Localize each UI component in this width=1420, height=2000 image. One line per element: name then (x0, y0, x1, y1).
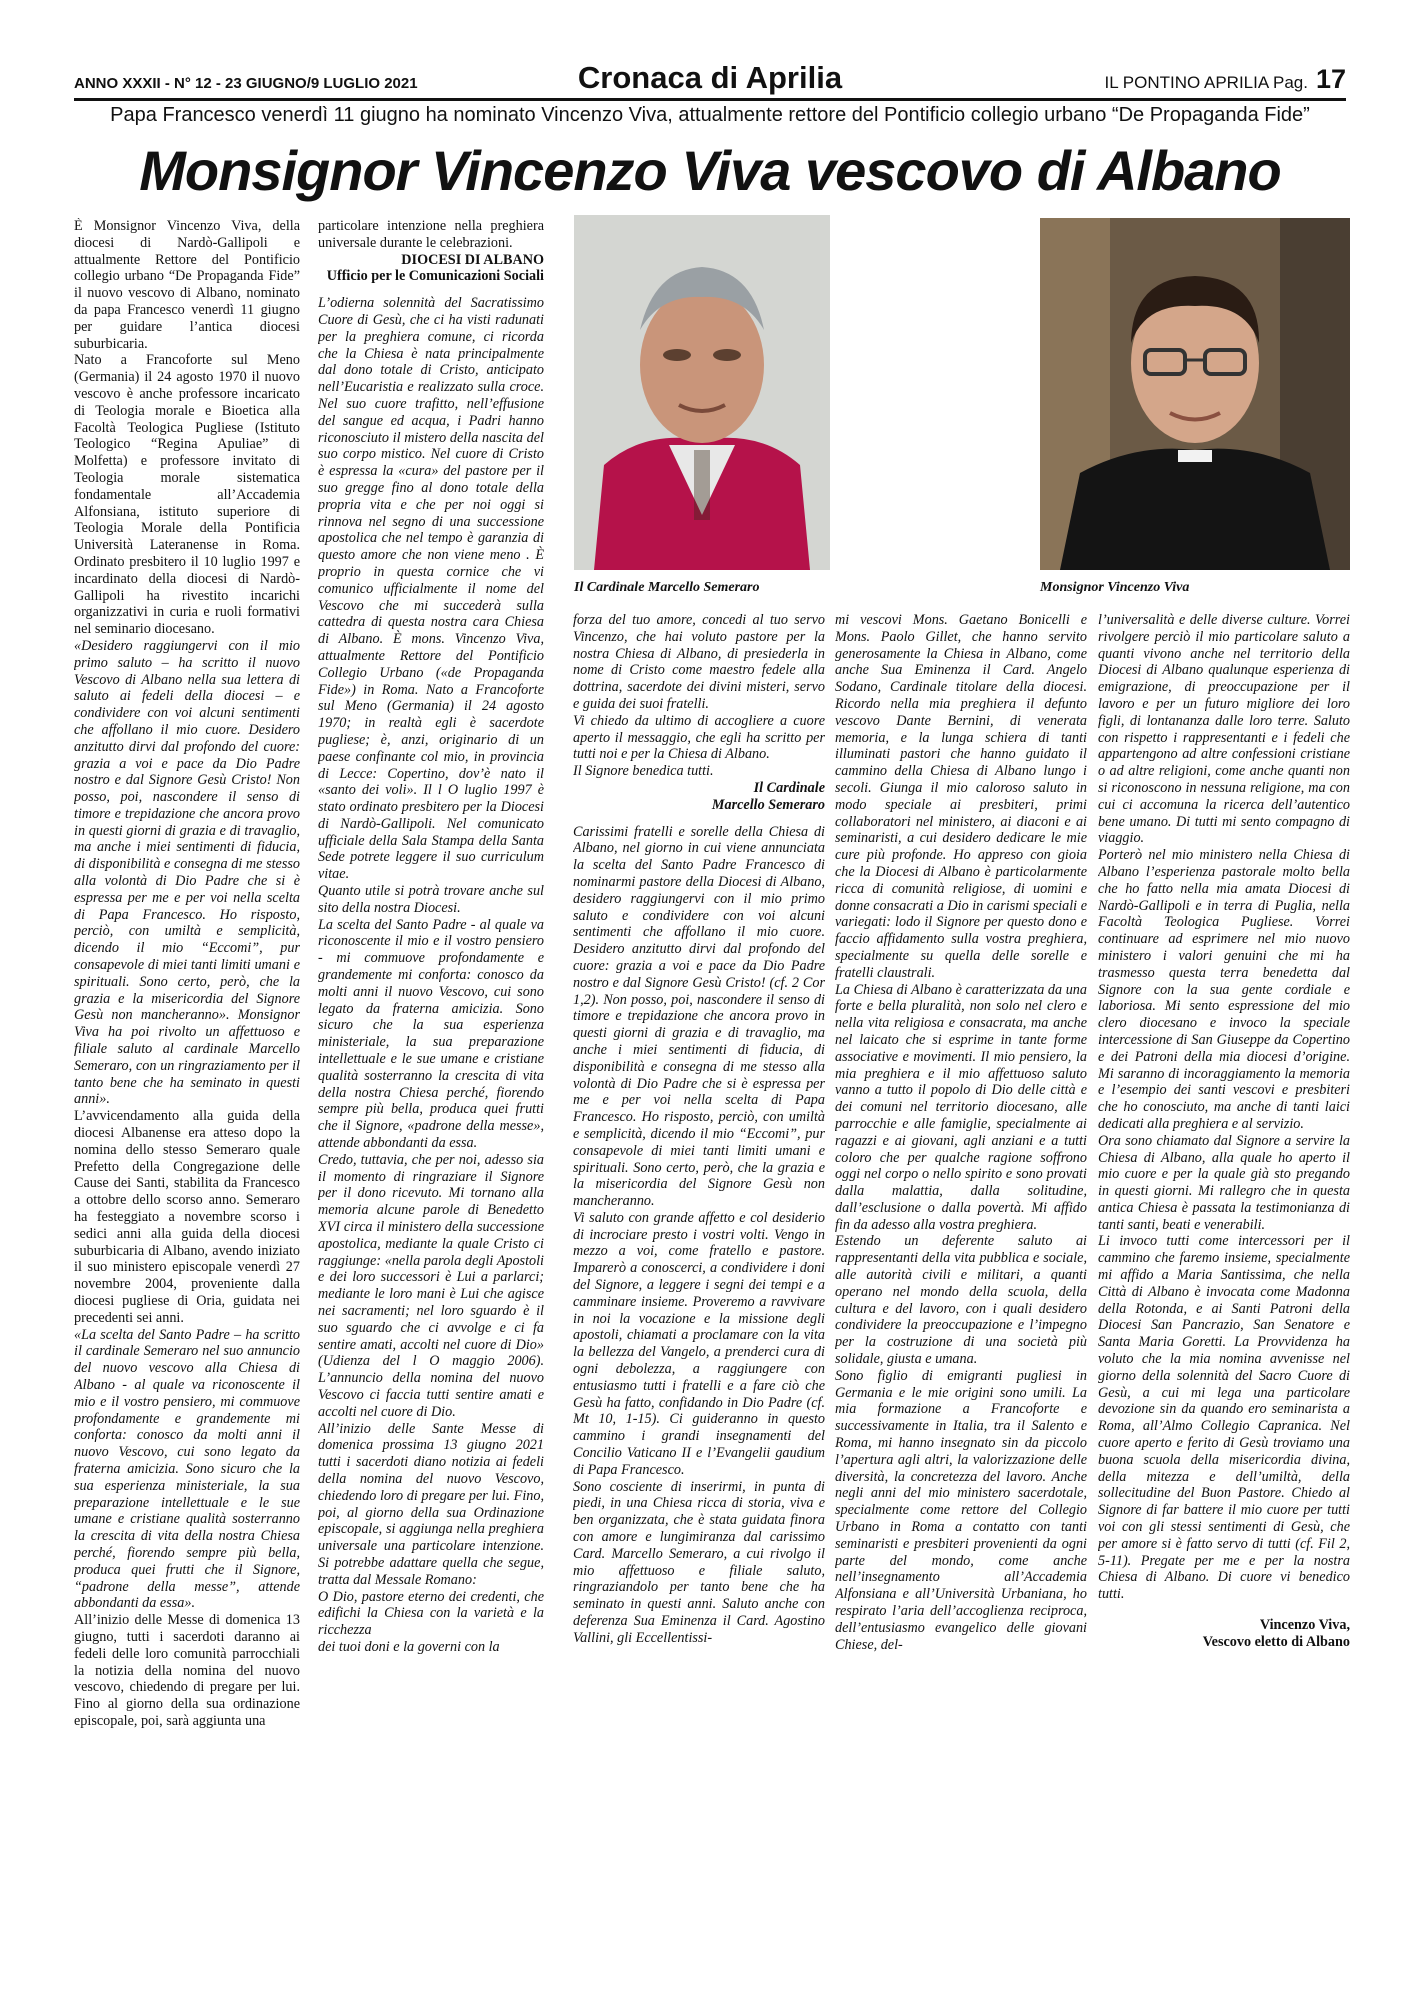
paragraph: Vi saluto con grande affetto e col desiderio di incrociare presto i vostri volti. Vengo in mezzo a voi, come fratello e pastore. Imparerò a conoscerci, a condividere i doni del Signore, a leggere i segni dei tempi e a camminare insieme. Proveremo a ravvivare in noi la vocazione e la missione degli apostoli, chiamati a proclamare con la vita la bellezza del Vangelo, a prenderci cura di ogni debolezza, a raggiungere con entusiasmo tutti i fratelli e a fare ciò che Gesù ha fatto, confidando in Dio Padre (cf. Mt 10, 1-15). Ci guideranno in questo cammino i grandi insegnamenti del Concilio Vaticano II e l’Evangelii gaudium di Papa Francesco. (573, 1209, 825, 1478)
page-number: 17 (1315, 64, 1346, 94)
section-title: Cronaca di Aprilia (577, 60, 843, 95)
paragraph: Estendo un deferente saluto ai rappresentanti della vita pubblica e sociale, alle autorità civili e militari, a quanti operano nel mondo della scuola, della cultura e del lavoro, con i quali desidero condividere la preoccupazione e l’impegno per la costruzione di una società più solidale, giusta e umana. (835, 1233, 1087, 1368)
paragraph: Vi chiedo da ultimo di accogliere a cuore aperto il messaggio, che egli ha scritto per tutti noi e per la Chiesa di Albano. (573, 712, 825, 763)
paragraph: Sono figlio di emigranti pugliesi in Germania e le mie origini sono umili. La mia formazione a Francoforte e successivamente in Italia, tra il Salento e Roma, mi hanno insegnato sin da piccolo l’apertura agli altri, la valorizzazione delle diversità, la concretezza del lavoro. Anche negli anni del mio ministero sacerdotale, specialmente come rettore del Collegio Urbano in Roma a contatto con tanti seminaristi e presbiteri provenienti da ogni parte del mondo, come anche nell’insegnamento all’Accademia Alfonsiana e all’Università Urbaniana, ho respirato l’aria dell’accoglienza reciproca, dell’entusiasmo evangelico delle giovani Chiese, del- (835, 1367, 1087, 1653)
paragraph: Quanto utile si potrà trovare anche sul sito della nostra Diocesi. (318, 883, 544, 916)
bishop-portrait-image (1040, 218, 1350, 570)
signature-bishop-name: Vincenzo Viva, (1259, 1617, 1350, 1634)
photo-caption-right: Monsignor Vincenzo Viva (1040, 580, 1190, 595)
paragraph: «La scelta del Santo Padre – ha scritto il cardinale Semeraro nel suo annuncio del nuovo vescovo alla Chiesa di Albano - al quale va riconoscente il mio e il vostro pensiero, mi commuove profondamente e grandemente mi conforta: conosco da molti anni il nuovo Vescovo, cui sono legato da fraterna amicizia. Sono sicuro che la sua esperienza ministeriale, la sua preparazione intellettuale e le sue umane e cristiane qualità sosterranno la crescita di vita della nostra Chiesa perché, fiorendo sempre più bella, produca quei frutti che il Signore, “padrone della messe”, attende abbondanti da essa». (74, 1326, 300, 1612)
headline: Monsignor Vincenzo Viva vescovo di Albano (139, 139, 1281, 202)
photo-vincenzo-viva (1040, 218, 1350, 570)
paragraph: È Monsignor Vincenzo Viva, della diocesi di Nardò-Gallipoli e attualmente Rettore del Pontificio collegio urbano “De Propaganda Fide” il nuovo vescovo di Albano, nominato da papa Francesco venerdì 11 giugno per guidare l’antica diocesi suburbicaria. (74, 218, 300, 352)
signature-bishop-title: Vescovo eletto di Albano (1202, 1633, 1350, 1650)
column-1 (74, 218, 300, 1916)
paragraph: All’inizio delle Sante Messe di domenica prossima 13 giugno 2021 tutti i sacerdoti diano notizia ai fedeli della nomina del nuovo Vescovo, chiedendo loro di pregare per lui. Fino, poi, al giorno della sua Ordinazione episcopale, si aggiunga nella preghiera universale una particolare intenzione. Si potrebbe adattare quella che segue, tratta dal Messale Romano: (318, 1420, 544, 1588)
paragraph: L’odierna solennità del Sacratissimo Cuore di Gesù, che ci ha visti radunati per la preghiera comune, ci ricorda che la Chiesa è nata principalmente dal dono totale di Cristo, anticipato nell’Eucaristia e realizzato sulla croce. Nel suo cuore trafitto, nell’effusione del sangue ed acqua, i Padri hanno riconosciuto il mistero della nascita del suo corpo mistico. Nel cuore di Cristo è espressa la «cura» del pastore per il suo gregge fino al dono totale della propria vita e che per noi oggi si rinnova nel segno di una successione apostolica che nel tempo è garanzia di questo amore che non viene meno . È proprio in questa cornice che vi comunico ufficialmente il nome del Vescovo che mi succederà sulla cattedra di questa nostra cara Chiesa di Albano. È mons. Vincenzo Viva, attualmente Rettore del Pontificio Collegio Urbano («de Propaganda Fide») in Roma. Nato a Francoforte sul Meno (Germania) il 24 agosto 1970; in realtà egli è sacerdote pugliese; è, anzi, originario di un paese confinante col mio, in provincia di Lecce: Copertino, dov’è nato il «santo dei voli». Il l O luglio 1997 è stato ordinato presbitero per la Diocesi di Nardò-Gallipoli. Nel comunicato ufficiale della Sala Stampa della Santa Sede potrete leggere il suo curriculum vitae. (318, 295, 544, 883)
paragraph: mi vescovi Mons. Gaetano Bonicelli e Mons. Paolo Gillet, che hanno servito generosamente la Chiesa in Albano, come anche Sua Eminenza il Card. Angelo Sodano, Cardinale titolare della diocesi. Ricordo nella mia preghiera il defunto vescovo Dante Bernini, di venerata memoria, e la lunga schiera di tanti illuminati pastori che hanno guidato il cammino della Chiesa di Albano lungo i secoli. Giunga il mio caloroso saluto in modo speciale ai presbiteri, primi collaboratori nel ministero, ai diaconi e ai seminaristi, a cui desidero dedicare le mie cure più profonde. Ho appreso con gioia che la Diocesi di Albano è particolarmente ricca di comunità religiose, di uomini e donne consacrati a Dio in carismi speciali e variegati: lodo il Signore per questo dono e faccio affidamento sulla vostra preghiera, specialmente su quella delle sorelle e fratelli claustrali. (835, 612, 1087, 981)
photo-caption-left: Il Cardinale Marcello Semeraro (574, 580, 760, 595)
paragraph: l’universalità e delle diverse culture. Vorrei rivolgere perciò il mio particolare saluto a quanti vivono anche nel territorio della Diocesi di Albano qualunque esperienza di emigrazione, di preoccupazione per il lavoro e per un futuro migliore dei loro figli, di lontananza dalle loro terre. Saluto con rispetto i rappresentanti e i fedeli che appartengono ad altre confessioni cristiane o ad altre religioni, come anche quanti non si riconoscono in nessuna religione, ma con cui ci accomuna la ricerca dell’autentico bene umano. Di tutti mi sento compagno di viaggio. (1098, 612, 1350, 847)
paragraph: L’avvicendamento alla guida della diocesi Albanense era atteso dopo la nomina dello stesso Semeraro quale Prefetto della Congregazione delle Cause dei Santi, stabilita da Francesco a ottobre dello scorso anno. Semeraro ha festeggiato a novembre scorso i sedici anni alla guida della diocesi suburbicaria di Albano, avendo iniziato il suo ministero episcopale venerdì 27 novembre 2004, proveniente dalla diocesi pugliese di Oria, guidata nei precedenti sei anni. (74, 1108, 300, 1326)
paragraph: O Dio, pastore eterno dei credenti, che edifichi la Chiesa con la varietà e la ricchezza (318, 1588, 544, 1639)
issue-info: ANNO XXXII - N° 12 - 23 GIUGNO/9 LUGLIO 2021 (74, 75, 418, 92)
column-4 (835, 612, 1087, 1918)
paragraph: Nato a Francoforte sul Meno (Germania) il 24 agosto 1970 il nuovo vescovo è anche professore incaricato di Teologia morale e Bioetica alla Facoltà Teologica Pugliese (Istituto Teologico “Regina Apuliae” di Molfetta) e professore invitato di Teologia morale sistematica fondamentale all’Accademia Alfonsiana, istituto superiore di Teologia Morale della Pontificia Università Lateranense in Roma. Ordinato presbitero il 10 luglio 1997 e incardinato della diocesi di Nardò-Gallipoli ha rivestito incarichi organizzativi in curia e ruoli formativi nel seminario diocesano. (74, 352, 300, 638)
paragraph: Porterò nel mio ministero nella Chiesa di Albano l’esperienza pastorale molto bella che ho fatto nella mia amata Diocesi di Nardò-Gallipoli e in terra di Puglia, nella Facoltà Teologica Pugliese. Vorrei continuare ad esprimere nel mio nuovo ministero i valori genuini che mi ha trasmesso questa terra benedetta dal Signore con la sua gente cordiale e laboriosa. Mi sento espressione del mio clero diocesano e invoco la speciale intercessione di San Giuseppe da Copertino e dei Patroni della mia diocesi d’origine. Mi saranno di incoraggiamento la memoria e l’esempio dei santi vescovi e presbiteri che ho conosciuto, ma anche di tanti laici dedicati alla preghiera e al servizio. (1098, 847, 1350, 1132)
paper-label: IL PONTINO APRILIA Pag. (1104, 73, 1308, 92)
column-3 (573, 612, 825, 1918)
paper-name (1105, 64, 1347, 95)
signature-cardinal-title: Il Cardinale (753, 779, 825, 796)
masthead (74, 58, 1346, 101)
paragraph: Carissimi fratelli e sorelle della Chiesa di Albano, nel giorno in cui viene annunciata la scelta del Santo Padre Francesco di nominarmi pastore della Diocesi di Albano, desidero raggiungervi con il mio primo saluto e condividere con voi alcuni sentimenti che affollano il mio cuore. Desidero anzitutto dirvi dal profondo del cuore: grazia a voi e pace da Dio Padre nostro e dal Signore Gesù Cristo! (cf. 2 Cor 1,2). Non posso, poi, nascondere il senso di timore e trepidazione che ancora provo in questi giorni di grazia e di travaglio, ma anche i miei sentimenti di fiducia, di disponibilità e consegna di me stesso alla volontà di Dio Padre che si è espressa per me e per voi nella scelta di Papa Francesco. Ho risposto, perciò, con umiltà e semplicità, dicendo il mio “Eccomi”, pur consapevole di miei tanti limiti umani e spirituali. Sono certo, però, che la grazia e la misericordia del Signore Gesù non mancheranno. (573, 823, 825, 1210)
signature-office: Ufficio per le Comunicazioni Sociali (326, 268, 544, 285)
photo-cardinal-semeraro (574, 215, 830, 570)
signature-cardinal-name: Marcello Semeraro (711, 796, 825, 813)
paragraph: Li invoco tutti come intercessori per il cammino che faremo insieme, specialmente mi affido a Maria Santissima, che nella Città di Albano è invocata come Madonna della Rotonda, e ai Santi Patroni della Diocesi San Pancrazio, San Senatore e Santa Maria Goretti. La Provvidenza ha voluto che la mia nomina avvenisse nel giorno della solennità del Sacro Cuore di Gesù, a cui mi lega una particolare devozione sin da quando ero seminarista a Roma, all’Almo Collegio Capranica. Nel cuore aperto e ferito di Gesù troviamo una buona scuola della misericordia divina, della mitezza e dell’umiltà, della sollecitudine del Buon Pastore. Chiedo al Signore di far battere il mio cuore per tutti voi con gli stessi sentimenti di Gesù, che per amore si è fatto servo di tutti (cf. Fil 2, 5-11). Pregate per me e per la nostra Chiesa di Albano. Di cuore vi benedico tutti. (1098, 1233, 1350, 1603)
paragraph: dei tuoi doni e la governi con la (318, 1638, 500, 1655)
paragraph: particolare intenzione nella preghiera universale durante le celebrazioni. (318, 218, 544, 251)
column-2 (318, 218, 544, 1916)
paragraph: All’inizio delle Messe di domenica 13 giugno, tutti i sacerdoti daranno ai fedeli delle loro comunità parrocchiali la notizia della nomina del nuovo vescovo, chiedendo di pregare per lui. Fino al giorno della sua ordinazione episcopale, poi, sarà aggiunta una (74, 1612, 300, 1729)
paragraph: Il Signore benedica tutti. (573, 763, 714, 780)
paragraph: Credo, tuttavia, che per noi, adesso sia il momento di ringraziare il Signore per il dono ricevuto. Mi tornano alla memoria alcune parole di Benedetto XVI circa il ministero della successione apostolica, mediante la quale Cristo ci raggiunge: «nella parola degli Apostoli e dei loro successori è Lui a parlarci; mediante le loro mani è Lui che agisce nei sacramenti; nel loro sguardo è il suo sguardo che ci avvolge e ci fa sentire amati, accolti nel cuore di Dio» (Udienza del l O maggio 2006). L’annuncio della nomina del nuovo Vescovo ci faccia tutti sentire amati e accolti nel cuore di Dio. (318, 1151, 544, 1420)
paragraph: «Desidero raggiungervi con il mio primo saluto – ha scritto il nuovo Vescovo di Albano nella sua lettera di saluto ai fedeli della diocesi – e condividere con voi alcuni sentimenti che affollano il mio cuore. Desidero anzitutto dirvi dal profondo del cuore: grazia a voi e pace da Dio Padre nostro e dal Signore Gesù Cristo! Non posso, poi, nascondere il senso di timore e trepidazione che ancora provo in questi giorni di grazia e di travaglio, ma anche i miei sentimenti di fiducia, di disponibilità e consegna di me stesso alla volontà di Dio Padre che si è espressa per me e per voi nella scelta di Papa Francesco. Ho risposto, perciò, con umiltà e semplicità, dicendo il mio “Eccomi”, pur consapevole di miei tanti limiti umani e spirituali. Sono certo, però, che la grazia e la misericordia del Signore Gesù non mancheranno». Monsignor Viva ha poi rivolto un affettuoso e filiale saluto al cardinale Marcello Semeraro, con un ringraziamento per il tanto bene che ha seminato in questi anni». (74, 637, 300, 1108)
cardinal-portrait-image (574, 215, 830, 570)
column-5 (1098, 612, 1350, 1918)
paragraph: Sono cosciente di inserirmi, in punta di piedi, in una Chiesa ricca di storia, viva e ben organizzata, che è stata guidata finora con amore e lungimiranza dal carissimo Card. Marcello Semeraro, a cui rivolgo il mio affettuoso e filiale saluto, ringraziandolo per tanto bene che ha seminato in questi anni. Saluto anche con deferenza Sua Eminenza il Card. Agostino Vallini, gli Eccellentissi- (573, 1478, 825, 1646)
kicker: Papa Francesco venerdì 11 giugno ha nominato Vincenzo Viva, attualmente rettore del Pontificio collegio urbano “De Propaganda Fide” (110, 104, 1310, 126)
paragraph: La Chiesa di Albano è caratterizzata da una forte e bella pluralità, non solo nel clero e nella vita religiosa e consacrata, ma anche nel laicato che si esprime in tante forme associative e movimenti. Il mio pensiero, la mia preghiera e il mio affettuoso saluto vanno a tutto il popolo di Dio delle città e dei comuni nel territorio diocesano, alle parrocchie e alle famiglie, specialmente ai ragazzi e ai giovani, agli anziani e a tutti coloro che per qualche ragione soffrono oggi nel corpo o nello spirito e sono provati dalla malattia, dalla solitudine, dall’esclusione o dalla povertà. Mi affido fin da adesso alla vostra preghiera. (835, 981, 1087, 1233)
paragraph: Ora sono chiamato dal Signore a servire la Chiesa di Albano, alla quale ho aperto il mio cuore e per la quale già sto pregando in questi giorni. Mi rallegro che in questa antica Chiesa è passata la testimonianza di tanti santi, beati e venerabili. (1098, 1132, 1350, 1233)
paragraph: La scelta del Santo Padre - al quale va riconoscente il mio e il vostro pensiero - mi commuove profondamente e grandemente mi conforta: conosco da molti anni il nuovo Vescovo, cui sono legato da fraterna amicizia. Sono sicuro che la sua esperienza ministeriale, la sua preparazione intellettuale e le sue umane e cristiane qualità sosterranno la crescita di vita della nostra Chiesa perché, fiorendo sempre più bella, produca quei frutti che il Signore, «padrone della messe», attende abbondanti da essa. (318, 916, 544, 1152)
paragraph: forza del tuo amore, concedi al tuo servo Vincenzo, che hai voluto pastore per la nostra Chiesa di Albano, di presiederla in nome di Cristo come maestro fedele alla dottrina, sacerdote dei divini misteri, servo e guida dei suoi fratelli. (573, 612, 825, 712)
signature-diocese: DIOCESI DI ALBANO (401, 251, 544, 268)
